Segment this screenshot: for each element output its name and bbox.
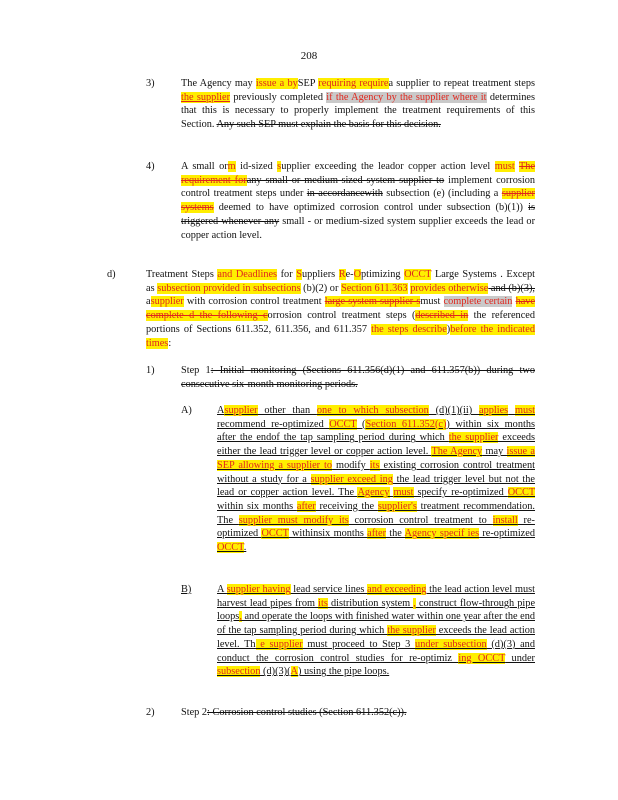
text-run: . [243, 542, 247, 554]
text-run: construct flow-through pipe loops [217, 597, 536, 623]
text-run: any small or medium-sized system supplier to [246, 174, 445, 186]
text-run: O [353, 269, 362, 280]
text-run: receiving the [315, 500, 378, 512]
text-run: the supplier [181, 91, 231, 103]
text-run: OCCT [329, 418, 357, 430]
text-run: re-optimized [479, 528, 535, 540]
subsection-d-label: d) [107, 269, 116, 280]
text-run: Any such SEP must explain the basis for this decision. [216, 119, 441, 131]
text-run: OCCT [217, 542, 244, 554]
text-run: and exceeding [367, 584, 427, 595]
text-run: ptimizing [361, 269, 405, 280]
item-b-label: B) [181, 584, 192, 595]
text-run: A [217, 405, 225, 416]
text-run: subsection (e) (including a [382, 188, 502, 200]
text-run: issue a [255, 78, 285, 89]
text-run: Step 2 [181, 707, 208, 718]
text-run: and operate the loops with finished water within one year after the end of the tap sampling period during which [217, 611, 535, 637]
text-run: supplier [150, 296, 184, 308]
item-b-text [217, 583, 535, 679]
text-run: have complete d the following c [146, 296, 536, 322]
text-run: supplier [224, 405, 258, 416]
text-run: the supplier [387, 625, 436, 637]
text-run: is triggered whenever any [181, 202, 535, 227]
text-run: the steps describe [371, 323, 447, 335]
text-run: modify [332, 459, 370, 471]
step-1-text [181, 364, 535, 391]
text-run: orrosion control treatment steps ( [267, 310, 416, 322]
text-run: subsection [217, 666, 261, 678]
text-run: ( [356, 418, 366, 430]
subsection-d-text [146, 268, 535, 350]
text-run: deemed to have optimized corrosion control under subsection (b)(1)) [213, 202, 529, 214]
text-run: in accordancewith [306, 188, 383, 200]
page-number: 208 [300, 50, 318, 62]
text-run: supplier having [226, 584, 291, 595]
text-run: Section 611.352(c) [365, 418, 447, 430]
text-run: ) within six months after the endof the tap sampling period during which [217, 418, 535, 444]
text-run: must [514, 405, 535, 416]
text-run: requiring [318, 78, 357, 89]
text-run: exceeds the lead action level. Th [217, 625, 535, 650]
text-run: the supplier [448, 432, 499, 444]
text-run: after [296, 500, 316, 512]
text-run: supplier must modify its [238, 514, 349, 526]
text-run: for [277, 269, 297, 280]
text-run: R [338, 269, 346, 280]
text-run: (d)(3)( [260, 666, 291, 678]
text-run: : Corrosion control studies (Section 611.352(c)). [207, 707, 407, 718]
step-2-text [181, 706, 535, 720]
text-run: implement corrosion control treatment steps under [181, 174, 536, 200]
text-run: The Agency may [181, 78, 256, 89]
text-run: and (b)(3), [488, 282, 535, 294]
text-run: and Deadlines [217, 269, 278, 280]
text-run: A small or [181, 161, 228, 172]
text-run: a [146, 296, 151, 308]
text-run: applies [479, 405, 509, 416]
text-run: with corrosion control treatment [183, 296, 325, 308]
text-run: (d)(1)(ii) [428, 405, 479, 416]
text-run: m [227, 161, 236, 172]
text-run: supplier systems [181, 188, 535, 214]
text-run: S [296, 269, 302, 280]
text-run: withinsix months [288, 528, 368, 540]
text-run: upplier exceeding the leador copper action level [281, 161, 495, 172]
item-4-label: 4) [146, 161, 155, 172]
text-run: The requirement for [181, 161, 536, 186]
text-run: must proceed to Step 3 [302, 638, 416, 650]
text-run: must [494, 161, 515, 172]
text-run: must [420, 296, 444, 308]
text-run: supplier exceed ing [310, 473, 393, 485]
item-a-label: A) [181, 405, 192, 416]
text-run: install [492, 514, 518, 526]
text-run: Large Systems . Except as [146, 269, 535, 294]
text-run: Treatment Steps [146, 269, 218, 280]
text-run: the lead action level must harvest lead pipes from [217, 584, 535, 609]
text-run: require [356, 78, 389, 89]
text-run: may [482, 446, 507, 458]
text-run: if the Agency by the supplier where it [326, 91, 487, 103]
text-run: one to which subsection [316, 405, 429, 416]
text-run: a supplier to repeat treatment steps [388, 78, 536, 89]
text-run: OCCT [507, 487, 536, 499]
text-run: uppliers [301, 269, 339, 280]
text-run: large system supplier s [324, 296, 421, 308]
text-run: exceeds either the lead trigger level or copper action level. [217, 432, 535, 458]
text-run: OCCT [404, 269, 432, 280]
text-run: previously completed [230, 91, 327, 103]
text-run: A [217, 584, 227, 595]
text-run: lead service lines [290, 584, 368, 595]
text-run: determines that this is necessary to properly implement the treatment requirements of this Section. [181, 91, 535, 131]
text-run: complete certain [443, 296, 513, 308]
text-run: s [277, 161, 282, 172]
text-run: its [318, 597, 328, 609]
step-1-label: 1) [146, 365, 155, 376]
item-3-text [181, 77, 535, 132]
item-a-text [217, 404, 535, 555]
text-run: treatment recommendation. The [217, 500, 536, 526]
text-run: subsection provided in subsections [157, 282, 301, 294]
text-run: Agency [357, 487, 390, 499]
text-run: recommend re-optimized [217, 418, 330, 430]
text-run: (d)(3) and conduct the corrosion control studies for re-optimiz [217, 638, 535, 664]
text-run: its [369, 459, 380, 471]
text-run: the referenced portions of Sections 611.352, 611.356, and 611.357 [146, 310, 535, 335]
text-run [508, 405, 515, 416]
text-run: e supplier [255, 638, 303, 650]
step-2-label: 2) [146, 707, 155, 718]
text-run: , [239, 611, 242, 623]
text-run: (b)(2) or [300, 282, 341, 294]
text-run: OCCT [261, 528, 289, 540]
text-run: distribution system [327, 597, 414, 609]
text-run: other than [257, 405, 317, 416]
text-run: ) using the pipe loops. [297, 666, 390, 678]
text-run: : [168, 337, 172, 349]
text-run: the [386, 528, 405, 540]
item-4-text [181, 160, 535, 242]
text-run: e- [345, 269, 354, 280]
text-run: under subsection [415, 638, 487, 650]
text-run: under [505, 652, 535, 664]
text-run: Agency specif ies [404, 528, 480, 540]
text-run: A [290, 666, 298, 678]
item-3-label: 3) [146, 78, 155, 89]
text-run: within six months [217, 500, 297, 512]
text-run: re-optimized [217, 514, 535, 540]
text-run: Section 611.363 [341, 282, 408, 294]
text-run: existing corrosion control treatment without a study for a [217, 459, 535, 485]
text-run: Step 1 [181, 365, 211, 376]
text-run: , [413, 597, 416, 609]
text-run: described in [415, 310, 469, 322]
text-run: issue a SEP allowing a supplier to [217, 446, 535, 471]
text-run: the lead trigger level but not the lead or copper action level. The [217, 473, 536, 499]
text-run: by [284, 78, 298, 89]
text-run: provides otherwise [410, 282, 489, 294]
text-run: The Agency [431, 446, 483, 458]
text-run: specify re-optimized [413, 487, 508, 499]
text-run: supplier's [377, 500, 417, 512]
text-run: after [367, 528, 387, 540]
text-run: id-sized [235, 161, 278, 172]
text-run: before the indicated times [146, 323, 535, 349]
text-run: ) [446, 323, 451, 335]
text-run: : Initial monitoring (Sections 611.356(d)(1) and 611.357(b)) during two consecutive six-month monitoring periods. [181, 365, 535, 390]
text-run: SEP [297, 78, 319, 89]
text-run: corrosion control treatment to [348, 514, 493, 526]
text-run: ing OCCT [458, 652, 506, 664]
text-run: small - or medium-sized system supplier exceeds the lead or copper action level. [181, 215, 536, 241]
text-run: must [393, 487, 414, 499]
